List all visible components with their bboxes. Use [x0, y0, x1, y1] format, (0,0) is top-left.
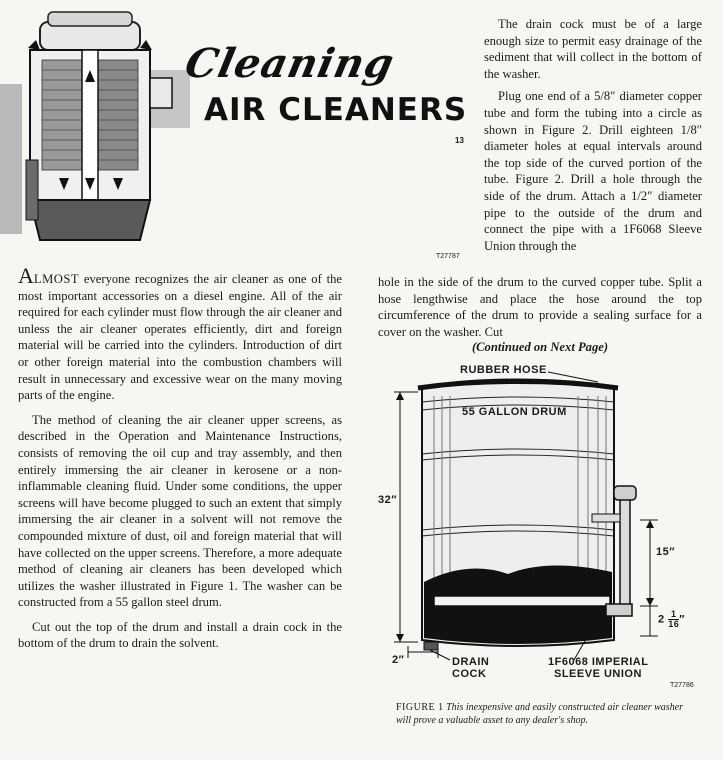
label-drain-cock [452, 656, 489, 680]
caption-text: This inexpensive and easily constructed air cleaner washer will prove a valuable asset to any dealer's shop. [396, 702, 684, 726]
dim-offset-den: 16 [668, 619, 680, 629]
label-drain: DRAIN [452, 656, 490, 668]
label-sleeve-union [548, 656, 648, 680]
right-column-top [484, 16, 702, 254]
label-union-2: SLEEVE UNION [554, 668, 642, 680]
paragraph-method: The method of cleaning the air cleaner upper screens, as described in the Operation and Maintenance Instructions, consists of removing the oil cup and tray assembly, and then entirely immersing the air cleaner in kerosene or a non-inflammable cleaning fluid. Under some conditions, the upper screens will have become plugged to such an extent that simply immersing the air cleaner in a solvent will not remove the compounded mixture of dust, oil and foreign material that will have collected on the upper screens. Therefore, a more adequate method of cleaning air cleaners has been developed which utilizes the washer illustrated in Figure 1. The washer can be constructed from a 55 gallon steel drum. [18, 412, 342, 610]
dim-base: 2″ [392, 654, 405, 666]
intro-text: everyone recognizes the air cleaner as one of the most important accessories on a diesel engine. All of the air required for each cylinder must flow through the air cleaner and unless the air cleaner operates efficiently, dirt and foreign material will be carried into the cylinders. Introduction of dirt or other foreign material into the combustion chambers will result in unnecessary and excessive wear on the many moving parts of the engine. [18, 272, 343, 403]
figure-1 [378, 360, 708, 750]
illustration-code: T27787 [436, 253, 460, 260]
label-union-1: 1F6068 IMPERIAL [548, 656, 649, 668]
dim-offset [658, 610, 685, 629]
paragraph-copper-tube: Plug one end of a 5/8″ diameter copper tube and form the tubing into a circle as shown in Figure 2. Drill eighteen 1/8″ diameter holes at equal intervals around the top side of the curved portion of the tube. Figure 2. Drill a hole through the side of the drum. Attach a 1/2″ diameter pipe to the outside of the drum and connect the pipe with a 1F6068 Sleeve Union through the [484, 89, 702, 253]
paragraph-cut-top: Cut out the top of the drum and install a drain cock in the bottom of the drum to drain the solvent. [18, 619, 342, 651]
title-script: Cleaning [181, 40, 399, 87]
dim-offset-whole: 2 [658, 613, 665, 626]
label-cock: COCK [452, 668, 487, 680]
dim-height: 32″ [378, 494, 398, 506]
drop-cap: A [18, 263, 34, 288]
paragraph-drain-cock: The drain cock must be of a large enough size to permit easy drainage of the sediment that will collect in the bottom of the washer. [484, 17, 702, 81]
figure-caption [396, 702, 692, 727]
caption-label: FIGURE 1 [396, 702, 444, 713]
dim-pipe-height: 15″ [656, 546, 676, 558]
figure-code: T27786 [670, 682, 694, 689]
dim-offset-num: 1 [668, 610, 679, 620]
dim-offset-unit: ″ [679, 613, 685, 626]
title-block: AIR CLEANERS [204, 92, 468, 128]
label-drum: 55 GALLON DRUM [462, 406, 567, 418]
continued-note: (Continued on Next Page) [471, 340, 609, 355]
left-column [18, 263, 343, 652]
wide-text-block [378, 274, 702, 355]
paragraph-intro [18, 263, 343, 404]
paragraph-hose: hole in the side of the drum to the curved copper tube. Split a hose lengthwise and place the hose around the top circumference of the drum to provide a sealing surface for a cover on the washer. Cut [378, 275, 702, 339]
page-number: 13 [455, 136, 464, 145]
label-rubber-hose: RUBBER HOSE [460, 364, 547, 376]
first-word: LMOST [33, 272, 80, 286]
air-cleaner-drawing [0, 0, 190, 260]
